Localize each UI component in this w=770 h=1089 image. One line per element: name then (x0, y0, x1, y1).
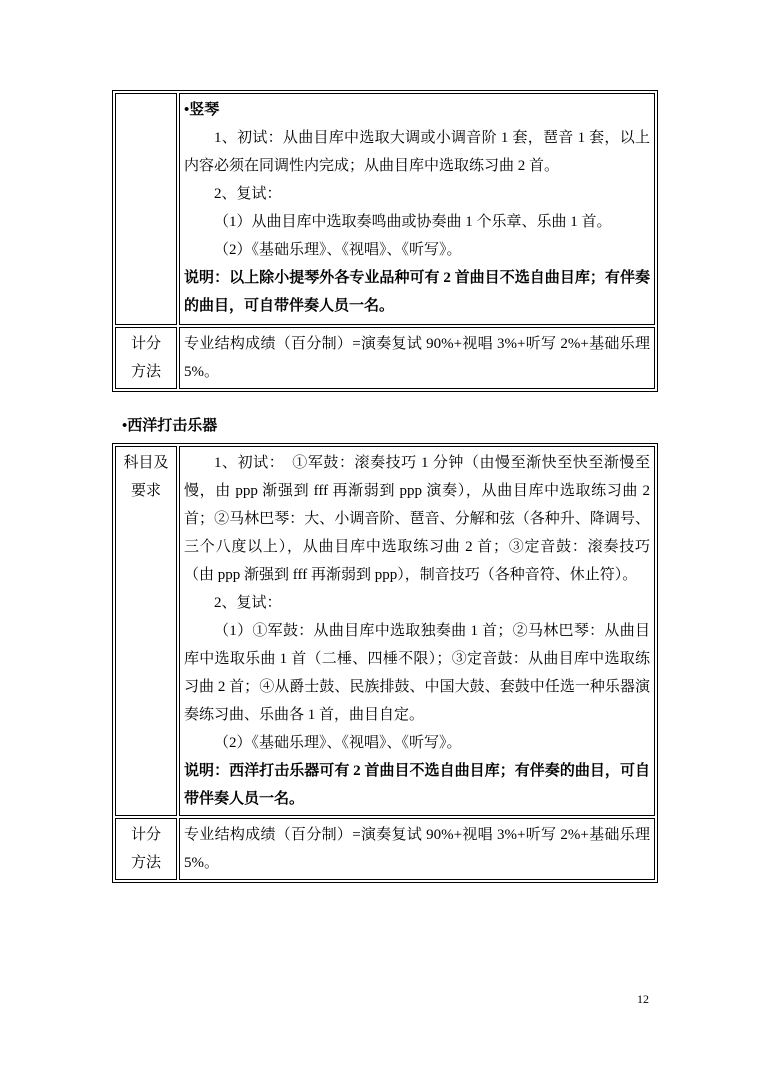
harp-note: 说明：以上除小提琴外各专业品种可有 2 首曲目不选自曲目库；有伴奏的曲目，可自带伴奏人员一名。 (184, 270, 650, 314)
scoring-label-line-2: 方法 (130, 855, 161, 871)
harp-second-round-item-1: （1）从曲目库中选取奏鸣曲或协奏曲 1 个乐章、乐曲 1 首。 (214, 214, 612, 230)
harp-second-round-item-2: （2）《基础乐理》、《视唱》、《听写》。 (214, 242, 462, 258)
section-header-western-percussion: •西洋打击乐器 (122, 418, 218, 434)
percussion-second-round-item-1: （1）①军鼓：从曲目库中选取独奏曲 1 首；②马林巴琴：从曲目库中选取乐曲 1 首（二棰、四棰不限）；③定音鼓：从曲目库中选取练习曲 2 首；④从爵士鼓、民族排鼓、中国大鼓、套鼓中任选一种乐器演奏练习曲、乐曲各 1 首，曲目自定。 (184, 623, 650, 723)
subject-label-line-1: 科目及 (123, 455, 169, 471)
harp-scoring-formula: 专业结构成绩（百分制）=演奏复试 90%+视唱 3%+听写 2%+基础乐理 5%。 (184, 336, 650, 380)
table-row (115, 446, 655, 816)
percussion-second-round-heading: 2、复试： (214, 595, 282, 611)
harp-scoring-method-label (115, 327, 177, 389)
page-number: 12 (637, 992, 649, 1006)
table-row (115, 818, 655, 880)
percussion-first-round: 1、初试： ①军鼓：滚奏技巧 1 分钟（由慢至渐快至快至渐慢至慢，由 ppp 渐强到 fff 再渐弱到 ppp 演奏），从曲目库中选取练习曲 2 首；②马林巴琴：大、小调音阶、琶音、分解和弦（各种升、降调号、三个八度以上），从曲目库中选取练习曲 2 首；③定音鼓：滚奏技巧（由 ppp 渐强到 fff 再渐弱到 ppp），制音技巧（各种音符、休止符）。 (184, 455, 650, 583)
percussion-requirements-table (112, 443, 658, 883)
scoring-label-line-1: 计分 (130, 827, 161, 843)
percussion-content-cell (179, 446, 655, 816)
percussion-scoring-formula-cell (179, 818, 655, 880)
percussion-scoring-method-label (115, 818, 177, 880)
table-row (115, 93, 655, 325)
harp-content-cell (179, 93, 655, 325)
subject-label-line-2: 要求 (130, 483, 161, 499)
percussion-second-round-item-2: （2）《基础乐理》、《视唱》、《听写》。 (214, 735, 462, 751)
harp-title: •竖琴 (184, 102, 220, 118)
table-row (115, 327, 655, 389)
harp-first-round: 1、初试：从曲目库中选取大调或小调音阶 1 套，琶音 1 套，以上内容必须在同调性内完成；从曲目库中选取练习曲 2 首。 (184, 130, 650, 174)
harp-scoring-formula-cell (179, 327, 655, 389)
scoring-label-line-2: 方法 (130, 364, 161, 380)
harp-requirements-table (112, 90, 658, 392)
percussion-note: 说明：西洋打击乐器可有 2 首曲目不选自曲目库；有伴奏的曲目，可自带伴奏人员一名。 (184, 763, 650, 807)
harp-second-round-heading: 2、复试： (214, 186, 282, 202)
scoring-label-line-1: 计分 (130, 336, 161, 352)
empty-label-cell (115, 93, 177, 325)
percussion-scoring-formula: 专业结构成绩（百分制）=演奏复试 90%+视唱 3%+听写 2%+基础乐理 5%。 (184, 827, 650, 871)
subject-requirements-label (115, 446, 177, 816)
